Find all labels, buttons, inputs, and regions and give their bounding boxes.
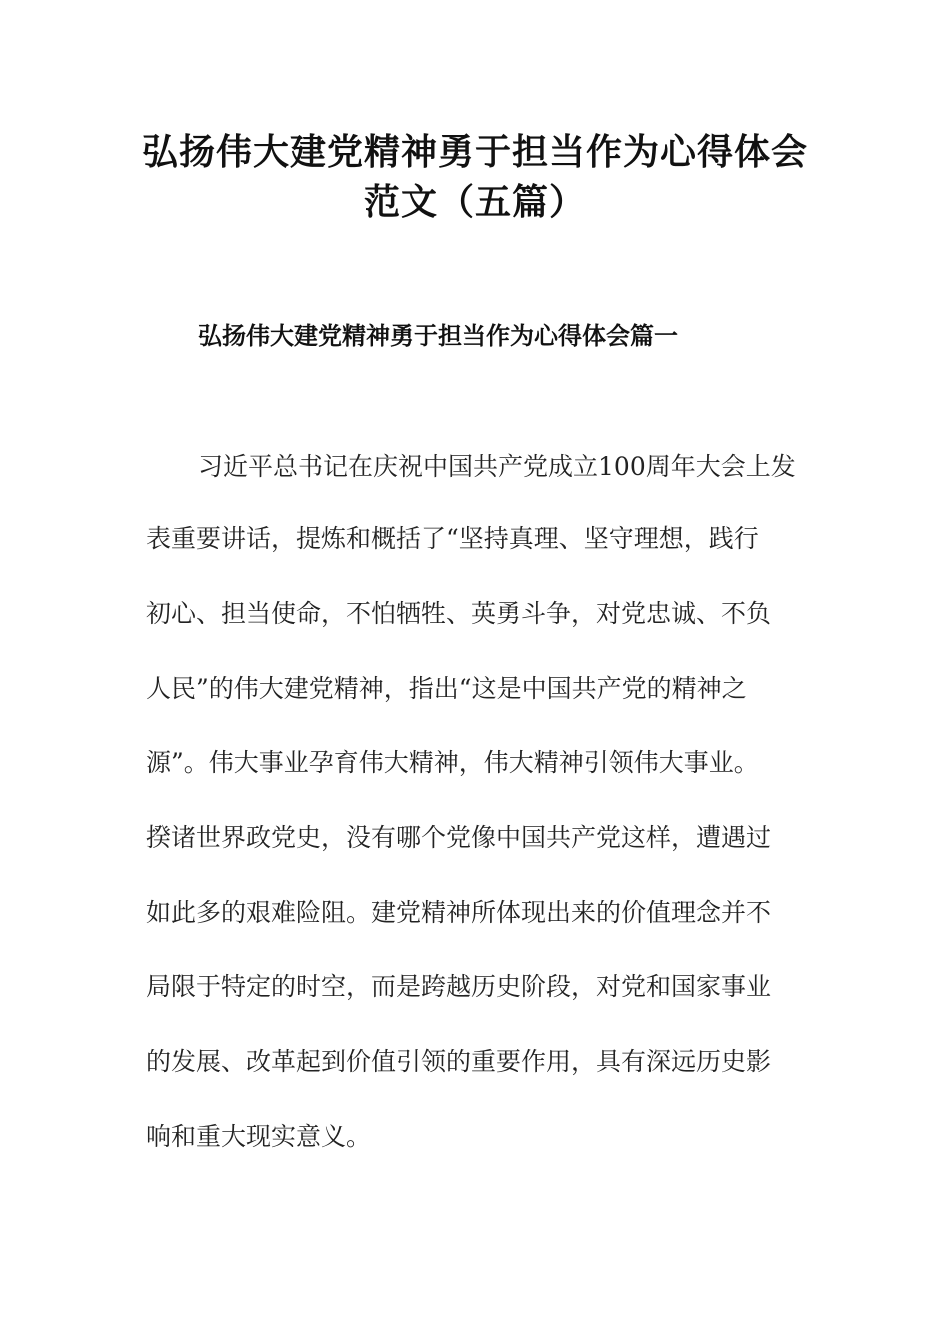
paragraph-line-1: 习近平总书记在庆祝中国共产党成立100周年大会上发	[198, 452, 796, 481]
document-title-line-1: 弘扬伟大建党精神勇于担当作为心得体会	[141, 132, 808, 173]
paragraph-line-3: 初心、担当使命，不怕牺牲、英勇斗争，对党忠诚、不负	[146, 599, 772, 628]
paragraph-line-4: 人民”的伟大建党精神，指出“这是中国共产党的精神之	[146, 674, 747, 703]
paragraph-line-8: 局限于特定的时空，而是跨越历史阶段，对党和国家事业	[146, 972, 772, 1001]
paragraph-line-2: 表重要讲话，提炼和概括了“坚持真理、坚守理想，践行	[146, 524, 759, 553]
section-heading: 弘扬伟大建党精神勇于担当作为心得体会篇一	[198, 322, 678, 350]
paragraph-line-5: 源”。伟大事业孕育伟大精神，伟大精神引领伟大事业。	[146, 748, 759, 777]
paragraph-line-9: 的发展、改革起到价值引领的重要作用，具有深远历史影	[146, 1047, 772, 1076]
paragraph-line-6: 揆诸世界政党史，没有哪个党像中国共产党这样，遭遇过	[146, 823, 772, 852]
paragraph-line-7: 如此多的艰难险阻。建党精神所体现出来的价值理念并不	[146, 898, 772, 927]
document-title-line-2: 范文（五篇）	[363, 182, 586, 223]
paragraph-line-10: 响和重大现实意义。	[146, 1122, 372, 1151]
